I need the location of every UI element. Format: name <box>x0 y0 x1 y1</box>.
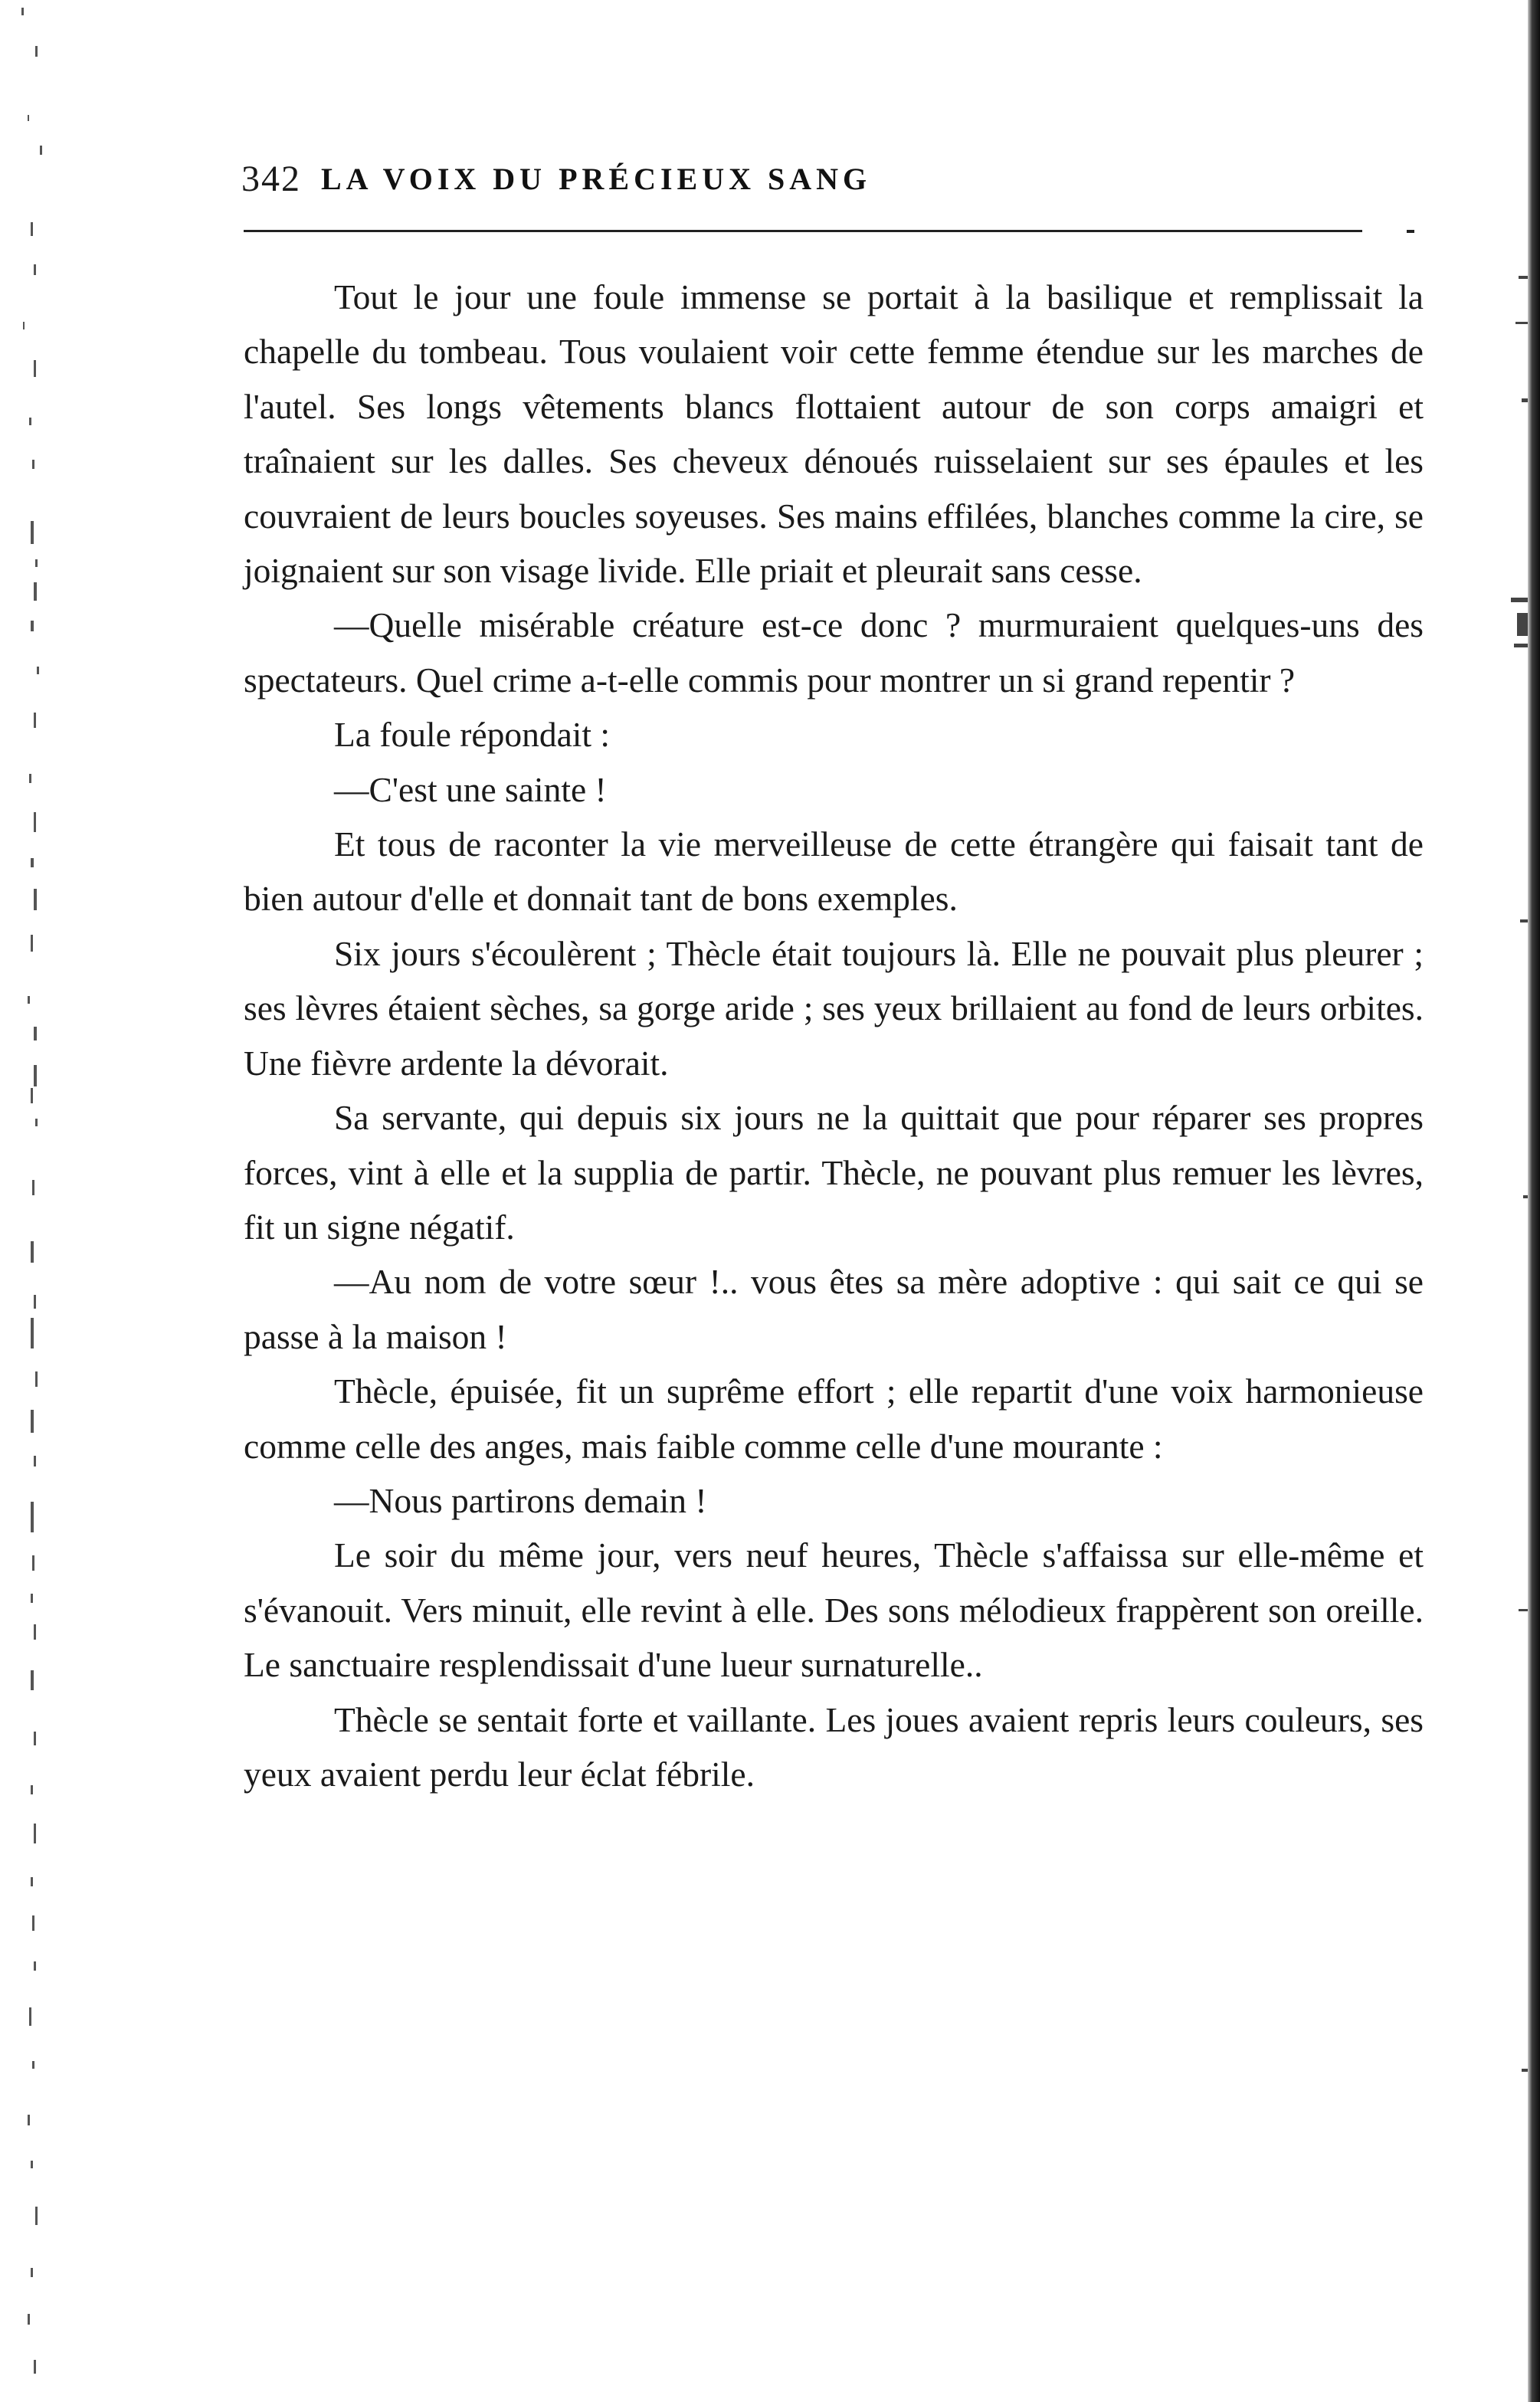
paragraph: Six jours s'écoulèrent ; Thècle était toujours là. Elle ne pouvait plus pleurer ; ses lèvres étaient sèches, sa gorge aride ; ses yeux brillaient au fond de leurs orbites. Une fièvre ardente la dévorait. <box>244 933 1424 1083</box>
running-header <box>241 152 1421 205</box>
paragraph: —Au nom de votre sœur !.. vous êtes sa mère adoptive : qui sait ce qui se passe à la maison ! <box>244 1262 1424 1356</box>
paragraph: Thècle se sentait forte et vaillante. Les joues avaient repris leurs couleurs, ses yeux avaient perdu leur éclat fébrile. <box>244 1699 1424 1794</box>
paragraph: Sa servante, qui depuis six jours ne la quittait que pour réparer ses propres forces, vint à elle et la supplia de partir. Thècle, ne pouvant plus remuer les lèvres, fit un signe négatif. <box>244 1098 1424 1247</box>
paragraph: Le soir du même jour, vers neuf heures, Thècle s'affaissa sur elle-même et s'évanouit. Vers minuit, elle revint à elle. Des sons mélodieux frappèrent son oreille. Le sanctuaire resplendissait d'une lueur surnaturelle.. <box>244 1535 1424 1685</box>
left-gutter-specks <box>0 0 46 2402</box>
page-number: 342 <box>241 158 301 199</box>
body-text <box>244 270 1424 1801</box>
right-page-edge <box>1528 0 1540 2402</box>
paragraph: Thècle, épuisée, fit un suprême effort ; elle repartit d'une voix harmonieuse comme celle des anges, mais faible comme celle d'une mourante : <box>244 1371 1424 1466</box>
paragraph: La foule répondait : <box>334 715 611 755</box>
paragraph: —Nous partirons demain ! <box>334 1480 707 1520</box>
paragraph: —C'est une sainte ! <box>334 769 607 809</box>
paragraph: Et tous de raconter la vie merveilleuse de cette étrangère qui faisait tant de bien autour d'elle et donnait tant de bons exemples. <box>244 824 1424 919</box>
paragraph: Tout le jour une foule immense se portait à la basilique et remplissait la chapelle du tombeau. Tous voulaient voir cette femme étendue sur les marches de l'autel. Ses longs vêtements blancs flottaient autour de son corps amaigri et traînaient sur les dalles. Ses cheveux dénoués ruisselaient sur ses épaules et les couvraient de leurs boucles soyeuses. Ses mains effilées, blanches comme la cire, se joignaient sur son visage livide. Elle priait et pleurait sans cesse. <box>244 277 1424 591</box>
header-rule-end <box>1407 230 1414 233</box>
header-rule <box>244 230 1362 232</box>
paragraph: —Quelle misérable créature est-ce donc ? murmuraient quelques-uns des spectateurs. Quel crime a-t-elle commis pour montrer un si grand repentir ? <box>244 605 1424 700</box>
running-title: LA VOIX DU PRÉCIEUX SANG <box>321 161 872 196</box>
right-edge-fray <box>1506 0 1529 2402</box>
